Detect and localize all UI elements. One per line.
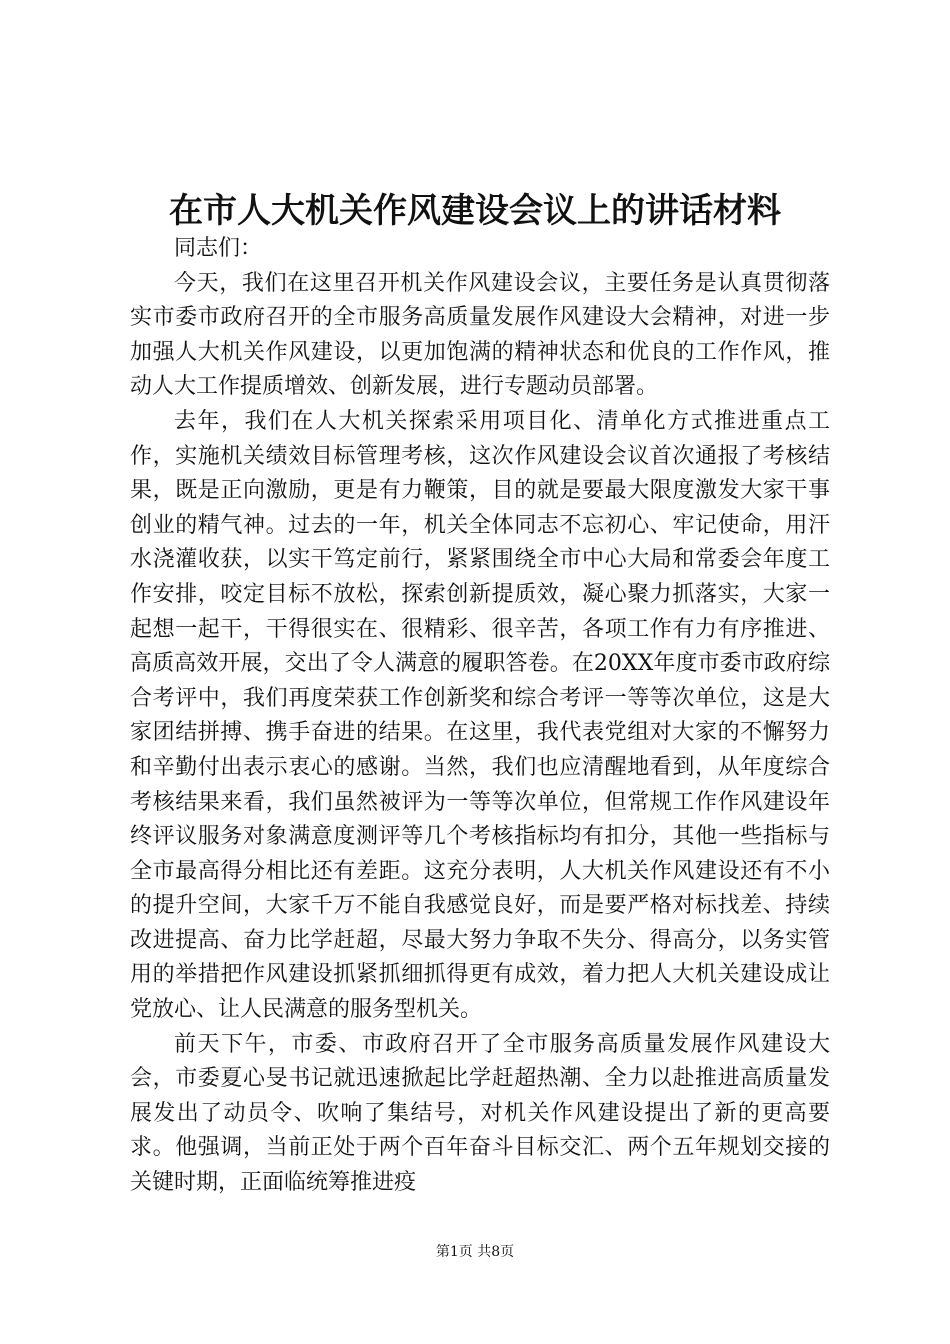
document-body xyxy=(130,232,830,1201)
paragraph-1: 今天，我们在这里召开机关作风建设会议，主要任务是认真贯彻落实市委市政府召开的全市服务高质量发展作风建设大会精神，对进一步加强人大机关作风建设，以更加饱满的精神状态和优良的工作作风，推动人大工作提质增效、创新发展，进行专题动员部署。 xyxy=(130,270,830,400)
document-title: 在市人大机关作风建设会议上的讲话材料 xyxy=(169,191,781,231)
page-number-footer: 第1页 共8页 xyxy=(435,1244,515,1260)
paragraph-2: 去年，我们在人大机关探索采用项目化、清单化方式推进重点工作，实施机关绩效目标管理考核，这次作风建设会议首次通报了考核结果，既是正向激励，更是有力鞭策，目的就是要最大限度激发大家干事创业的精气神。过去的一年，机关全体同志不忘初心、牢记使命，用汗水浇灌收获，以实干笃定前行，紧紧围绕全市中心大局和常委会年度工作安排，咬定目标不放松，探索创新提质效，凝心聚力抓落实，大家一起想一起干，干得很实在、很精彩、很辛苦，各项工作有力有序推进、高质高效开展，交出了令人满意的履职答卷。在20XX年度市委市政府综合考评中，我们再度荣获工作创新奖和综合考评一等等次单位，这是大家团结拼搏、携手奋进的结果。在这里，我代表党组对大家的不懈努力和辛勤付出表示衷心的感谢。当然，我们也应清醒地看到，从年度综合考核结果来看，我们虽然被评为一等等次单位，但常规工作作风建设年终评议服务对象满意度测评等几个考核指标均有扣分，其他一些指标与全市最高得分相比还有差距。这充分表明，人大机关作风建设还有不小的提升空间，大家千万不能自我感觉良好，而是要严格对标找差、持续改进提高、奋力比学赶超，尽最大努力争取不失分、得高分，以务实管用的举措把作风建设抓紧抓细抓得更有成效，着力把人大机关建设成让党放心、让人民满意的服务型机关。 xyxy=(130,408,830,1023)
paragraph-3: 前天下午，市委、市政府召开了全市服务高质量发展作风建设大会，市委夏心旻书记就迅速掀起比学赶超热潮、全力以赴推进高质量发展发出了动员令、吹响了集结号，对机关作风建设提出了新的更高要求。他强调，当前正处于两个百年奋斗目标交汇、两个五年规划交接的关键时期，正面临统筹推进疫 xyxy=(130,1031,830,1196)
salutation: 同志们： xyxy=(174,236,263,261)
